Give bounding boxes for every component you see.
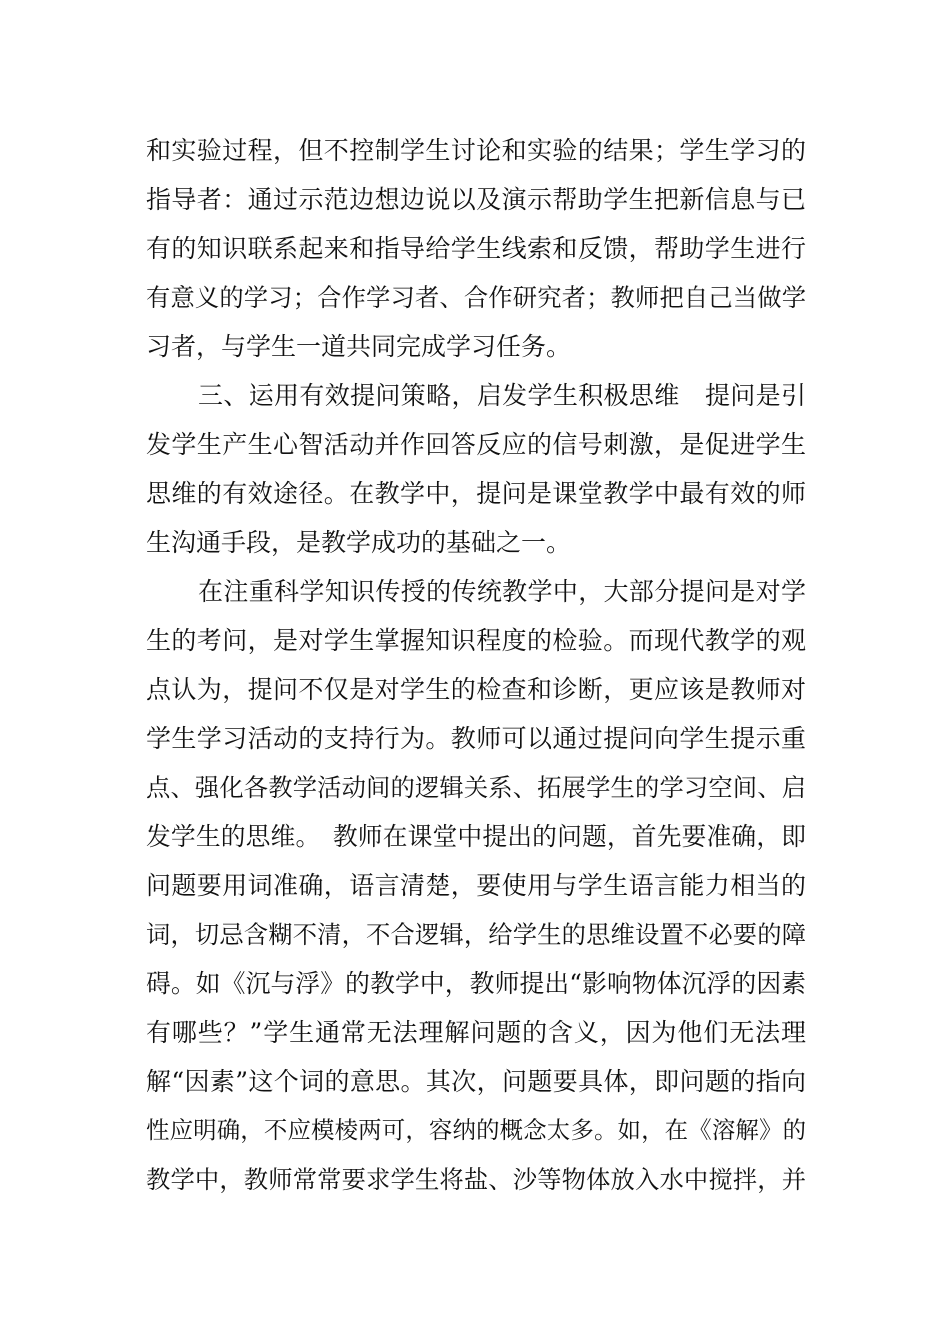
text-line: 词，切忌含糊不清，不合逻辑，给学生的思维设置不必要的障 bbox=[146, 920, 806, 949]
text-line: 问题要用词准确，语言清楚，要使用与学生语言能力相当的 bbox=[146, 871, 806, 900]
paragraph-start-line: 在注重科学知识传授的传统教学中，大部分提问是对学 bbox=[198, 577, 806, 606]
section-heading-line: 三、运用有效提问策略，启发学生积极思维 提问是引 bbox=[198, 381, 806, 410]
body-text bbox=[146, 126, 806, 1204]
text-line: 解“因素”这个词的意思。其次，问题要具体，即问题的指向 bbox=[146, 1067, 806, 1096]
text-line: 有的知识联系起来和指导给学生线索和反馈，帮助学生进行 bbox=[146, 234, 806, 263]
text-line: 发学生产生心智活动并作回答反应的信号刺激，是促进学生 bbox=[146, 430, 806, 459]
text-line: 指导者：通过示范边想边说以及演示帮助学生把新信息与已 bbox=[146, 185, 806, 214]
text-line: 和实验过程，但不控制学生讨论和实验的结果；学生学习的 bbox=[146, 136, 806, 165]
text-line: 教学中，教师常常要求学生将盐、沙等物体放入水中搅拌，并 bbox=[146, 1165, 806, 1194]
text-line: 有哪些？”学生通常无法理解问题的含义，因为他们无法理 bbox=[146, 1018, 806, 1047]
text-line: 碍。如《沉与浮》的教学中，教师提出“影响物体沉浮的因素 bbox=[146, 969, 806, 998]
text-line: 点、强化各教学活动间的逻辑关系、拓展学生的学习空间、启 bbox=[146, 773, 806, 802]
text-line: 有意义的学习；合作学习者、合作研究者；教师把自己当做学 bbox=[146, 283, 806, 312]
text-line: 生沟通手段，是教学成功的基础之一。 bbox=[146, 528, 572, 557]
text-line: 发学生的思维。 教师在课堂中提出的问题，首先要准确，即 bbox=[146, 822, 806, 851]
text-line: 学生学习活动的支持行为。教师可以通过提问向学生提示重 bbox=[146, 724, 806, 753]
text-line: 思维的有效途径。在教学中，提问是课堂教学中最有效的师 bbox=[146, 479, 806, 508]
text-line: 习者，与学生一道共同完成学习任务。 bbox=[146, 332, 572, 361]
text-line: 点认为，提问不仅是对学生的检查和诊断，更应该是教师对 bbox=[146, 675, 806, 704]
text-line: 生的考问，是对学生掌握知识程度的检验。而现代教学的观 bbox=[146, 626, 806, 655]
text-line: 性应明确，不应模棱两可，容纳的概念太多。如，在《溶解》的 bbox=[146, 1116, 806, 1144]
